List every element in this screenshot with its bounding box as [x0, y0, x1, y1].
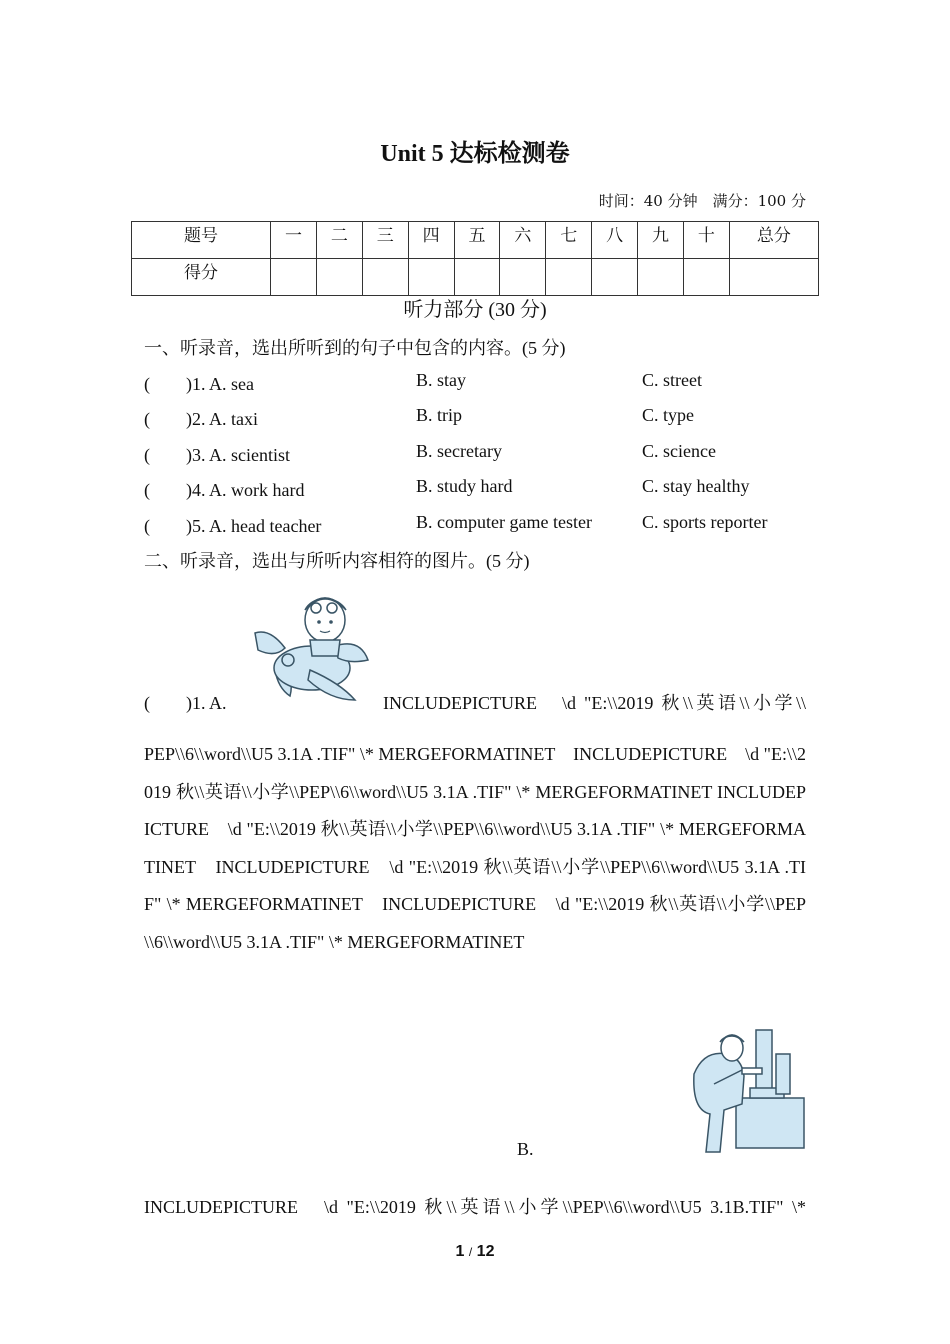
question-2-c: C. type	[642, 405, 694, 425]
question-3-c: C. science	[642, 441, 716, 461]
score-cell: 六	[500, 222, 546, 259]
field-code-b: INCLUDEPICTURE \d "E:\\2019 秋\\英语\\小学\\PEP\\6\\word\\U5 3.1B.TIF" \*	[144, 1197, 806, 1217]
question-4-b: B. study hard	[416, 476, 513, 496]
score-input-cell[interactable]	[592, 259, 638, 296]
score-cell: 五	[454, 222, 500, 259]
score-cell: 得分	[132, 259, 271, 296]
score-input-cell[interactable]	[638, 259, 684, 296]
score-cell: 八	[592, 222, 638, 259]
score-cell: 二	[316, 222, 362, 259]
score-input-cell[interactable]	[546, 259, 592, 296]
score-cell: 九	[638, 222, 684, 259]
score-cell: 三	[362, 222, 408, 259]
score-input-cell[interactable]	[454, 259, 500, 296]
part2-b-label: B.	[517, 1139, 534, 1159]
score-input-cell[interactable]	[271, 259, 317, 296]
score-cell: 七	[546, 222, 592, 259]
score-cell: 四	[408, 222, 454, 259]
question-5-b: B. computer game tester	[416, 512, 592, 532]
score-input-cell[interactable]	[683, 259, 729, 296]
pilot-airplane-illustration	[250, 588, 372, 706]
question-1-c: C. street	[642, 370, 702, 390]
part1-instruction: 一、听录音，选出所听到的句子中包含的内容。(5 分)	[144, 338, 566, 358]
score-cell: 总分	[729, 222, 818, 259]
section-title: 听力部分 (30 分)	[403, 299, 547, 321]
score-value-row	[132, 259, 819, 296]
score-cell: 题号	[132, 222, 271, 259]
question-2-a: ( )2. A. taxi	[144, 409, 258, 429]
question-5-a: ( )5. A. head teacher	[144, 516, 322, 536]
question-2-b: B. trip	[416, 405, 463, 425]
score-input-cell[interactable]	[316, 259, 362, 296]
question-5-c: C. sports reporter	[642, 512, 768, 532]
score-input-cell[interactable]	[500, 259, 546, 296]
exam-meta: 时间：40 分钟 满分：100 分	[598, 192, 806, 210]
score-input-cell[interactable]	[729, 259, 818, 296]
question-3-b: B. secretary	[416, 441, 502, 461]
part2-instruction: 二、听录音，选出与所听内容相符的图片。(5 分)	[144, 551, 530, 571]
score-header-row	[132, 222, 819, 259]
page-separator: /	[468, 1245, 473, 1259]
part2-q1-label: ( )1. A.	[144, 693, 227, 713]
scientist-microscope-illustration	[684, 1024, 806, 1154]
score-input-cell[interactable]	[408, 259, 454, 296]
score-cell: 一	[271, 222, 317, 259]
total-pages: 12	[476, 1243, 495, 1260]
question-3-a: ( )3. A. scientist	[144, 445, 290, 465]
score-table	[131, 221, 819, 296]
question-1-b: B. stay	[416, 370, 467, 390]
current-page: 1	[455, 1243, 465, 1260]
score-cell: 十	[683, 222, 729, 259]
score-input-cell[interactable]	[362, 259, 408, 296]
page-title: Unit 5 达标检测卷	[380, 141, 570, 167]
field-code-a-body: PEP\\6\\word\\U5 3.1A .TIF" \* MERGEFORMATINET INCLUDEPICTURE \d "E:\\2019 秋\\英语\\小学\\PEP\\6\\word\\U5 3.1A .TIF" \* MERGEFORMATINET INCLUDEPICTURE \d "E:\\2019 秋\\英语\\小学\\PEP\\6\\word\\U5 3.1A .TIF" \* MERGEFORMATINET INCLUDEPICTURE \d "E:\\2019 秋\\英语\\小学\\PEP\\6\\word\\U5 3.1A .TIF" \* MERGEFORMATINET INCLUDEPICTURE \d "E:\\2019 秋\\英语\\小学\\PEP\\6\\word\\U5 3.1A .TIF" \* MERGEFORMATINET	[144, 744, 806, 952]
question-1-a: ( )1. A. sea	[144, 374, 254, 394]
question-4-a: ( )4. A. work hard	[144, 480, 305, 500]
question-4-c: C. stay healthy	[642, 476, 750, 496]
page-number	[0, 1243, 950, 1261]
field-code-a-start: INCLUDEPICTURE \d "E:\\2019 秋\\英语\\小学\\	[383, 693, 806, 713]
